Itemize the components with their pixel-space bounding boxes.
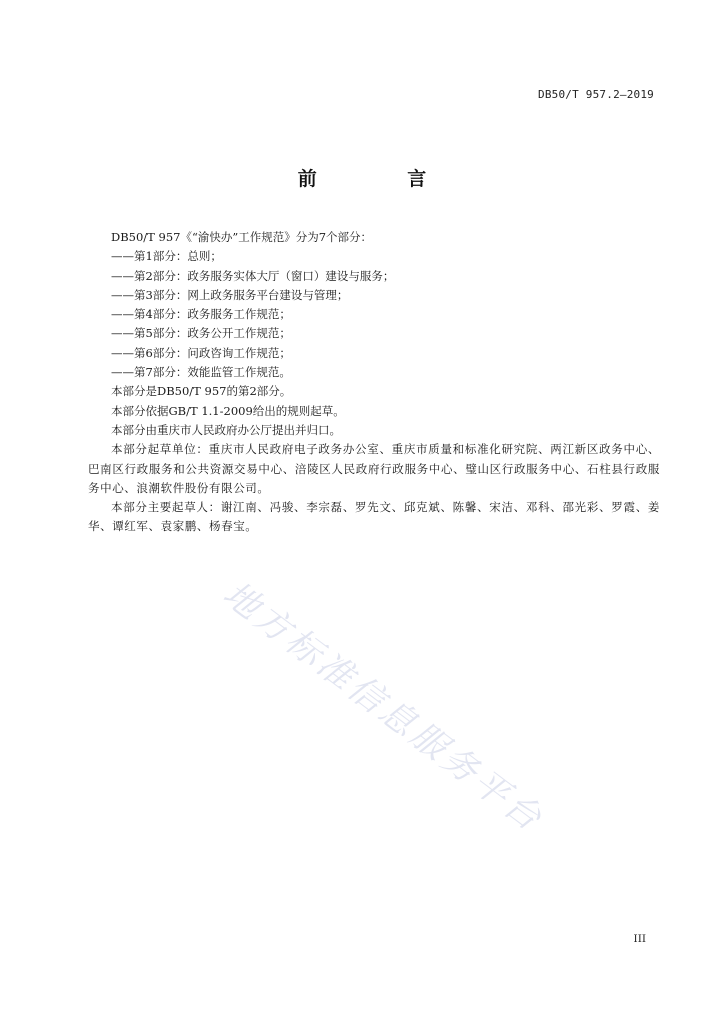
- part-item-7: ——第7部分：效能监管工作规范。: [111, 365, 291, 380]
- foreword-body: [88, 228, 660, 537]
- part-item-2: ——第2部分：政务服务实体大厅（窗口）建设与服务；: [111, 268, 395, 283]
- standard-code: DB50/T 957.2—2019: [538, 88, 654, 101]
- drafters-paragraph: 本部分主要起草人：谢江南、冯骏、李宗磊、罗先文、邱克斌、陈馨、宋洁、邓科、邵光彩、罗霞、姜华、谭红军、袁家鹏、杨春宝。: [88, 500, 660, 534]
- part-item-6: ——第6部分：问政咨询工作规范；: [111, 345, 291, 360]
- part-item-3: ——第3部分：网上政务服务平台建设与管理；: [111, 287, 349, 302]
- part-item-4: ——第4部分：政务服务工作规范；: [111, 307, 291, 322]
- statement-proposer: 本部分由重庆市人民政府办公厅提出并归口。: [111, 422, 341, 437]
- drafting-units-paragraph: 本部分起草单位：重庆市人民政府电子政务办公室、重庆市质量和标准化研究院、两江新区政务中心、巴南区行政服务和公共资源交易中心、涪陵区人民政府行政服务中心、璧山区行政服务中心、石柱县行政服务中心、浪潮软件股份有限公司。: [88, 442, 660, 495]
- page-title: 前 言: [297, 168, 469, 190]
- page-number: III: [633, 933, 646, 945]
- statement-rules: 本部分依据GB/T 1.1-2009给出的规则起草。: [111, 403, 345, 418]
- watermark: 地方标准信息服务平台: [215, 574, 551, 841]
- intro-paragraph: DB50/T 957《“渝快办”工作规范》分为7个部分：: [111, 230, 373, 244]
- part-item-1: ——第1部分：总则；: [111, 249, 222, 264]
- statement-part: 本部分是DB50/T 957的第2部分。: [111, 384, 292, 399]
- part-item-5: ——第5部分：政务公开工作规范；: [111, 326, 291, 341]
